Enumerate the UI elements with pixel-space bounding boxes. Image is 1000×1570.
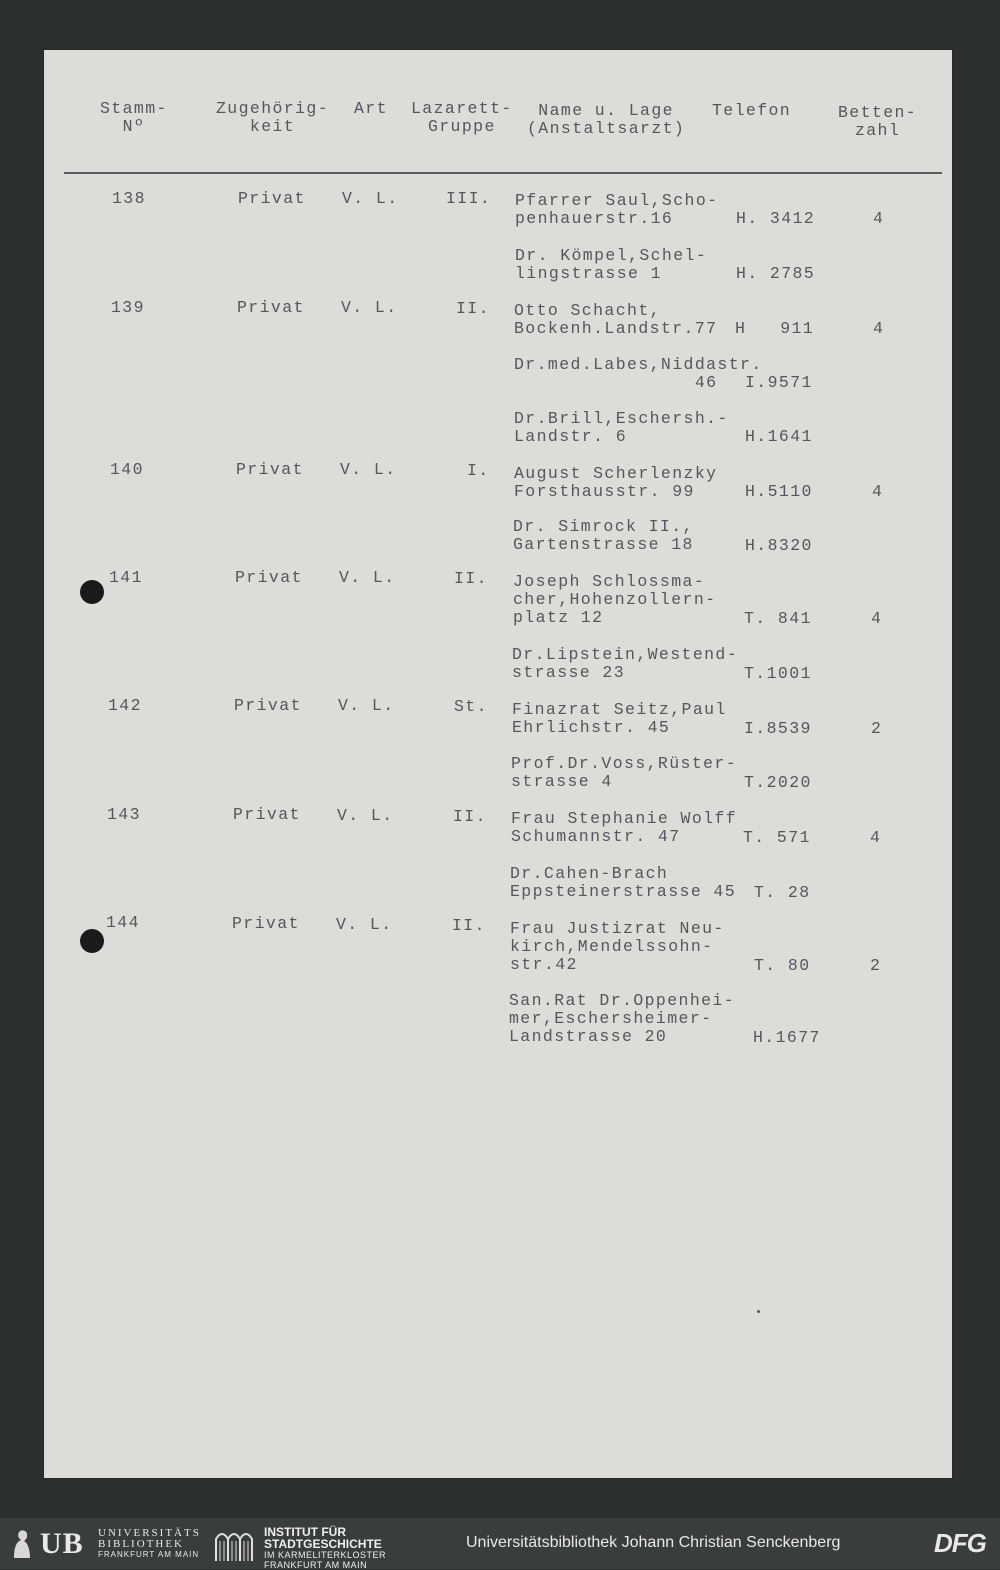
art-144: V. L.	[336, 915, 393, 934]
bettenzahl-138: 4	[873, 209, 885, 228]
ub-mark: UB	[40, 1527, 84, 1560]
header-bettenzahl: Betten- zahl	[838, 103, 918, 140]
gruppe-143: II.	[453, 807, 487, 826]
isg-line-3: IM KARMELITERKLOSTER	[264, 1550, 387, 1560]
anstaltsarzt-139a: Dr.med.Labes,Niddastr. 46	[514, 355, 763, 392]
header-telefon: Telefon	[712, 101, 792, 120]
telefon-142: I.8539	[744, 719, 812, 738]
ub-line-2: BIBLIOTHEK	[98, 1538, 184, 1550]
bettenzahl-139: 4	[873, 319, 885, 338]
name-lage-143: Frau Stephanie Wolff Schumannstr. 47	[511, 809, 738, 846]
stamm-nr-139: 139	[111, 298, 145, 317]
name-lage-138: Pfarrer Saul,Scho- penhauerstr.16	[515, 191, 719, 228]
zugehoerigkeit-138: Privat	[238, 189, 306, 208]
zugehoerigkeit-144: Privat	[232, 914, 300, 933]
header-stamm-nr: Stamm- Nº	[100, 99, 168, 136]
art-139: V. L.	[341, 298, 398, 317]
zugehoerigkeit-139: Privat	[237, 298, 305, 317]
bettenzahl-144: 2	[870, 956, 882, 975]
telefon-143: T. 571	[743, 828, 811, 847]
name-lage-144: Frau Justizrat Neu- kirch,Mendelssohn- str.42	[510, 919, 725, 974]
isg-line-1: INSTITUT FÜR	[264, 1525, 346, 1539]
document-page	[44, 50, 952, 1478]
bettenzahl-142: 2	[871, 719, 883, 738]
anstaltsarzt-telefon-142: T.2020	[744, 773, 812, 792]
anstaltsarzt-telefon-140: H.8320	[745, 536, 813, 555]
stamm-nr-144: 144	[106, 913, 140, 932]
header-lazarett-gruppe: Lazarett- Gruppe	[411, 99, 513, 136]
anstaltsarzt-140: Dr. Simrock II., Gartenstrasse 18	[513, 517, 694, 554]
telefon-140: H.5110	[745, 482, 813, 501]
anstaltsarzt-141: Dr.Lipstein,Westend- strasse 23	[512, 645, 739, 682]
zugehoerigkeit-140: Privat	[236, 460, 304, 479]
anstaltsarzt-telefon-139b: H.1641	[745, 427, 813, 446]
stamm-nr-142: 142	[108, 696, 142, 715]
art-143: V. L.	[337, 806, 394, 825]
isg-line-4: FRANKFURT AM MAIN	[264, 1560, 368, 1570]
footer-bar	[0, 1518, 1000, 1569]
gruppe-139: II.	[456, 299, 490, 318]
ub-line-1: UNIVERSITÄTS	[98, 1527, 201, 1539]
isg-line-2: STADTGESCHICHTE	[264, 1537, 382, 1551]
anstaltsarzt-139b: Dr.Brill,Eschersh.- Landstr. 6	[514, 409, 729, 446]
anstaltsarzt-telefon-141: T.1001	[744, 664, 812, 683]
stamm-nr-138: 138	[112, 189, 146, 208]
art-142: V. L.	[338, 696, 395, 715]
anstaltsarzt-138: Dr. Kömpel,Schel- lingstrasse 1	[515, 246, 708, 283]
header-zugehoerigkeit: Zugehörig- keit	[216, 99, 330, 136]
gruppe-140: I.	[467, 461, 490, 480]
dfg-logo: DFG	[934, 1528, 986, 1558]
art-138: V. L.	[342, 189, 399, 208]
anstaltsarzt-144: San.Rat Dr.Oppenhei- mer,Eschersheimer- Landstrasse 20	[509, 991, 736, 1046]
zugehoerigkeit-141: Privat	[235, 568, 303, 587]
gruppe-144: II.	[452, 916, 486, 935]
isg-text-block	[264, 1526, 386, 1570]
art-140: V. L.	[340, 460, 397, 479]
punch-hole-lower	[80, 929, 104, 953]
name-lage-139: Otto Schacht, Bockenh.Landstr.77	[514, 301, 718, 338]
punch-hole-upper	[80, 580, 104, 604]
ub-text-block	[98, 1528, 201, 1559]
bettenzahl-140: 4	[872, 482, 884, 501]
header-art: Art	[354, 99, 388, 118]
isg-arches-icon	[214, 1527, 256, 1561]
anstaltsarzt-telefon-143: T. 28	[754, 883, 811, 902]
art-141: V. L.	[339, 568, 396, 587]
zugehoerigkeit-142: Privat	[234, 696, 302, 715]
telefon-141: T. 841	[744, 609, 812, 628]
stamm-nr-141: 141	[109, 568, 143, 587]
gruppe-141: II.	[454, 569, 488, 588]
header-divider	[64, 172, 942, 174]
ub-logo	[6, 1528, 84, 1560]
stamm-nr-140: 140	[110, 460, 144, 479]
anstaltsarzt-142: Prof.Dr.Voss,Rüster- strasse 4	[511, 754, 738, 791]
bettenzahl-141: 4	[871, 609, 883, 628]
paper-speck	[757, 1310, 760, 1313]
telefon-144: T. 80	[754, 956, 811, 975]
ub-line-3: FRANKFURT AM MAIN	[98, 1550, 200, 1559]
gruppe-138: III.	[446, 189, 492, 208]
stamm-nr-143: 143	[107, 805, 141, 824]
bettenzahl-143: 4	[870, 828, 882, 847]
anstaltsarzt-telefon-138: H. 2785	[736, 264, 816, 283]
name-lage-142: Finazrat Seitz,Paul Ehrlichstr. 45	[512, 700, 727, 737]
anstaltsarzt-telefon-139a: I.9571	[745, 373, 813, 392]
telefon-139: H 911	[735, 319, 815, 338]
telefon-138: H. 3412	[736, 209, 816, 228]
zugehoerigkeit-143: Privat	[233, 805, 301, 824]
name-lage-140: August Scherlenzky Forsthausstr. 99	[514, 464, 718, 501]
anstaltsarzt-143: Dr.Cahen-Brach Eppsteinerstrasse 45	[510, 864, 737, 901]
name-lage-141: Joseph Schlossma- cher,Hohenzollern- platz 12	[513, 572, 717, 627]
anstaltsarzt-telefon-144: H.1677	[753, 1028, 821, 1047]
gruppe-142: St.	[454, 697, 488, 716]
library-title: Universitätsbibliothek Johann Christian Senckenberg	[466, 1534, 841, 1551]
header-name-lage: Name u. Lage (Anstaltsarzt)	[527, 101, 686, 138]
